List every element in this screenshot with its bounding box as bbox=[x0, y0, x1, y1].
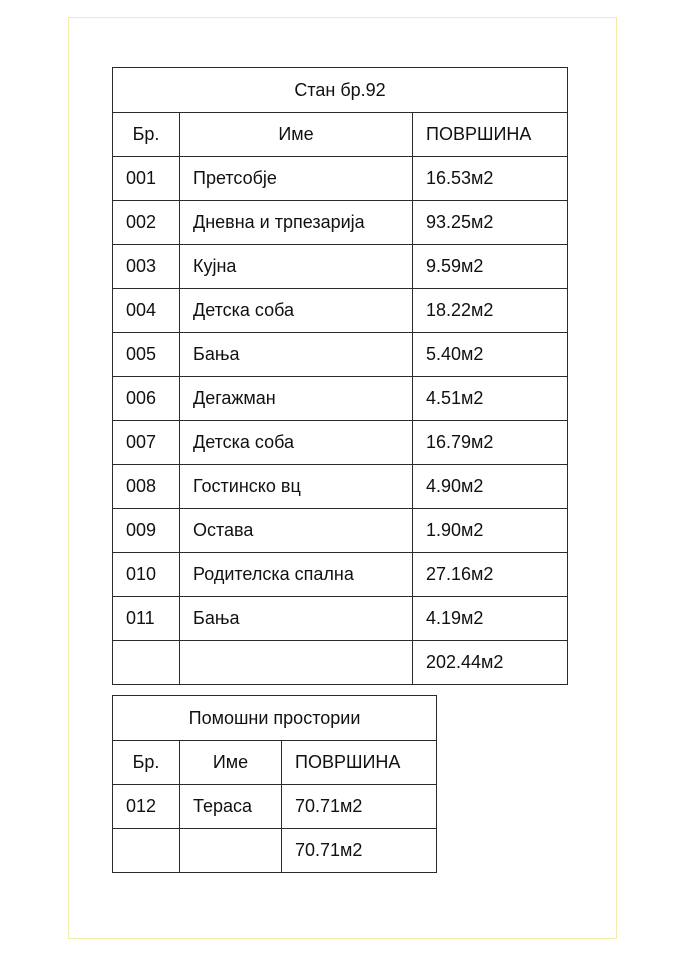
row-num: 002 bbox=[113, 201, 180, 245]
row-name: Бања bbox=[180, 597, 413, 641]
row-num: 012 bbox=[113, 785, 180, 829]
table-row bbox=[113, 597, 568, 641]
table-row bbox=[113, 333, 568, 377]
row-num: 003 bbox=[113, 245, 180, 289]
row-area: 18.22м2 bbox=[413, 289, 568, 333]
table-title: Стан бр.92 bbox=[113, 68, 568, 113]
row-area: 4.51м2 bbox=[413, 377, 568, 421]
table-row bbox=[113, 245, 568, 289]
row-area: 5.40м2 bbox=[413, 333, 568, 377]
row-name: Бања bbox=[180, 333, 413, 377]
row-area: 27.16м2 bbox=[413, 553, 568, 597]
row-num: 008 bbox=[113, 465, 180, 509]
row-area: 93.25м2 bbox=[413, 201, 568, 245]
row-num: 010 bbox=[113, 553, 180, 597]
row-area: 9.59м2 bbox=[413, 245, 568, 289]
total-area: 70.71м2 bbox=[282, 829, 437, 873]
row-num: 009 bbox=[113, 509, 180, 553]
total-name-empty bbox=[180, 829, 282, 873]
row-name: Детска соба bbox=[180, 289, 413, 333]
table-header-row bbox=[113, 113, 568, 157]
row-name: Тераса bbox=[180, 785, 282, 829]
header-name: Име bbox=[180, 113, 413, 157]
table-row bbox=[113, 785, 437, 829]
table-total-row bbox=[113, 829, 437, 873]
total-num-empty bbox=[113, 641, 180, 685]
row-name: Родителска спална bbox=[180, 553, 413, 597]
auxiliary-area-table bbox=[112, 695, 437, 873]
header-num: Бр. bbox=[113, 741, 180, 785]
row-num: 007 bbox=[113, 421, 180, 465]
table-row bbox=[113, 509, 568, 553]
row-num: 005 bbox=[113, 333, 180, 377]
header-num: Бр. bbox=[113, 113, 180, 157]
row-area: 4.90м2 bbox=[413, 465, 568, 509]
row-name: Гостинско вц bbox=[180, 465, 413, 509]
row-num: 001 bbox=[113, 157, 180, 201]
apartment-area-table bbox=[112, 67, 568, 685]
row-name: Кујна bbox=[180, 245, 413, 289]
header-area: ПОВРШИНА bbox=[413, 113, 568, 157]
row-name: Остава bbox=[180, 509, 413, 553]
row-name: Претсобје bbox=[180, 157, 413, 201]
table-row bbox=[113, 553, 568, 597]
table-row bbox=[113, 377, 568, 421]
row-name: Детска соба bbox=[180, 421, 413, 465]
table-row bbox=[113, 157, 568, 201]
header-name: Име bbox=[180, 741, 282, 785]
row-num: 006 bbox=[113, 377, 180, 421]
table-header-row bbox=[113, 741, 437, 785]
row-area: 16.53м2 bbox=[413, 157, 568, 201]
table-row bbox=[113, 201, 568, 245]
row-area: 16.79м2 bbox=[413, 421, 568, 465]
row-area: 1.90м2 bbox=[413, 509, 568, 553]
table-row bbox=[113, 289, 568, 333]
table-row bbox=[113, 421, 568, 465]
row-name: Дегажман bbox=[180, 377, 413, 421]
total-area: 202.44м2 bbox=[413, 641, 568, 685]
row-name: Дневна и трпезарија bbox=[180, 201, 413, 245]
table-title-row bbox=[113, 696, 437, 741]
table-title: Помошни простории bbox=[113, 696, 437, 741]
table-total-row bbox=[113, 641, 568, 685]
table-row bbox=[113, 465, 568, 509]
total-name-empty bbox=[180, 641, 413, 685]
total-num-empty bbox=[113, 829, 180, 873]
row-num: 011 bbox=[113, 597, 180, 641]
table-title-row bbox=[113, 68, 568, 113]
header-area: ПОВРШИНА bbox=[282, 741, 437, 785]
row-area: 70.71м2 bbox=[282, 785, 437, 829]
row-area: 4.19м2 bbox=[413, 597, 568, 641]
row-num: 004 bbox=[113, 289, 180, 333]
